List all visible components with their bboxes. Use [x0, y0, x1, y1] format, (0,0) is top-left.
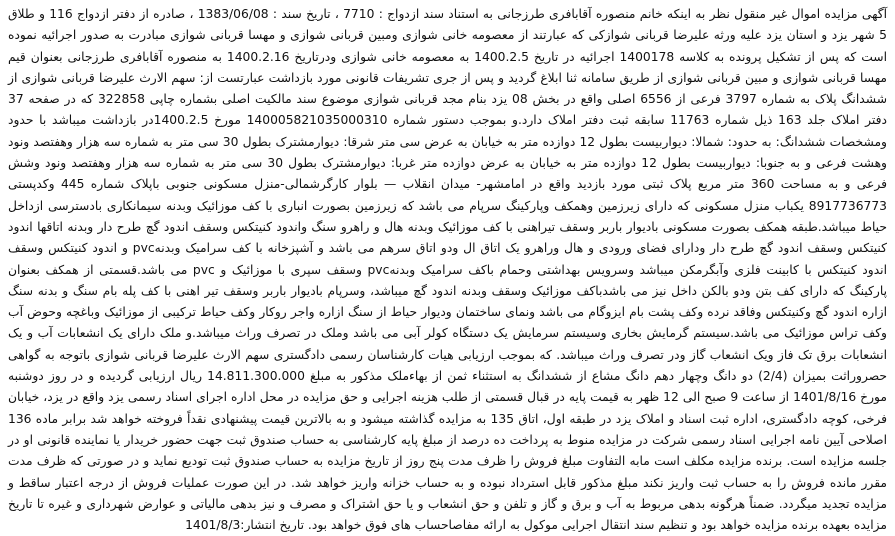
auction-notice-text: آگهی مزایده اموال غیر منقول نظر به اینکه خانم منصوره آقابافری طرزجانی به استناد سند ازدواج : 7710 ، تاریخ سند : 1383/06/08 ، صادره از دفتر ازدواج 116 و طلاق 5 شهر یزد و استان یزد علیه ورثه علیرضا قربانی شوازکی که عبارتند از معصومه خانی شوازی ومبین قربانی شوازی و مهسا قربانی شوازی مبادرت به صدور اجرائیه نموده است که پس از تشکیل پرونده به کلاسه 1400178 اجرائیه در تاریخ 1400.2.5 به معصومه خانی شوازی ودرتاریخ 1400.2.16 به منصوره آقابافری طرزجانی بعنوان قیم مهسا قربانی شوازی و مبین قربانی شوازی از طریق سامانه ثنا ابلاغ گردید و پس از جری تشریفات قانونی مورد بازداشت عبارتست از: سهم الارث علیرضا قربانی شوازی از ششدانگ پلاک به شماره 3797 فرعی از 6556 اصلی واقع در بخش 08 یزد بنام مجد قربانی شوازی موضوع سند مالکیت اصلی بشماره چاپی 322858 که در صفحه 37 دفتر املاک جلد 163 ذیل شماره 11763 سابقه ثبت دفتر املاک دارد.و بموجب دستور شماره 140005821035000310 مورخ 1400.2.5در بازداشت میباشد با حدود ومشخصات ششدانگ: به حدود: شمالا: دیواربیست بطول 12 دوازده متر به خیابان به عرض سی متر شرقا: دیوارمشترک بطول 30 سی متر به شماره سه هزار وهفتصد ونود وهشت فرعی و به جنوبا: دیواربیست بطول 12 دوازده متر به خیابان به عرض دوازده متر غربا: دیوارمشترک بطول 30 سی متر به شماره سه هزار وهفتصد ونود وشش فرعی و به مساحت 360 متر مربع پلاک ثبتی مورد بازدید واقع در امامشهر- میدان انقلاب — بلوار کارگرشمالی-منزل مسکونی جنوبی باپلاک شماره 445 وکدپستی 8917736773 یکباب منزل مسکونی که دارای زیرزمین وهمکف وپارکینگ سرپام می باشد که زیرزمین بصورت انباری با کف موزائیک وبدنه سیمانکاری بادسترسی ازداخل حیاط میباشد.طبقه همکف بصورت مسکونی بادیوار باربر وسقف تیراهنی با کف موزائیک وبدنه هال و راهرو سنگ واندود کنیتکس وسقف اندود گچ طرح دار وبدنه اتاقها اندود کنیتکس وسقف اندود گچ طرح دار ودارای فضای ورودی و هال وراهرو یک اتاق ال ودو اتاق سرهم می باشد و آشپزخانه با کف سرامیک وبدنهpvc و اندود کنیتکس وسقف اندود کنیتکس با کابینت فلزی وآبگرمکن میباشد وسرویس بهداشتی وحمام باکف سرامیک وبدنهpvc وسقف سپری با موزائیک و pvc می باشد.قسمتی از همکف بعنوان پارکینگ که دارای کف بتن ودو بالکن داخل نیز می باشدباکف موزائیک وسقف وبدنه اندود گچ میباشد، وسرپام بادیوار باربر وسقف تیر اهنی با کف پله بام سنگ و بدنه سنگ ازاره اندود گچ وکنیتکس وفاقد نرده وکف پشت بام ایزوگام می باشد ونمای ساختمان ودیوار حیاط از سنگ ازاره واجر روکار وکف حیاط ترکیبی از موزائیک وباغچه وحوض آب وکف تراس موزائیک می باشد.سیستم گرمایش بخاری وسیستم سرمایش یک دستگاه کولر آبی می باشد وملک در تصرف وراث میباشد.و ملک دارای یک انشعابات آب و یک انشعابات برق تک فاز ویک انشعاب گاز ودر تصرف وراث میباشد. که بموجب ارزیابی هیات کارشناسان رسمی دادگستری سهم الارث علیرضا قربانی شوازی باتوجه به گواهی حصروراثت بمیزان (2/4) دو دانگ وچهار دهم دانگ مشاع از ششدانگ به استثناء ثمن از بهاءملک مذکور به مبلغ 14.811.300.000 ریال ارزیابی گردیده و در روز دوشنبه مورخ 1401/8/16 از ساعت 9 صبح الی 12 ظهر به قیمت پایه در قبال قسمتی از طلب هزینه اجرایی و حق مزایده در محل اداره اجرای اسناد رسمی یزد واقع در یزد، خیابان فرخی، کوچه دادگستری، اداره ثبت اسناد و املاک یزد در طبقه اول، اتاق 135 به مزایده گذاشته میشود و به بالاترین قیمت پیشنهادی نقداً فروخته خواهد شد برابر ماده 136 اصلاحی آیین نامه اجرایی اسناد رسمی شرکت در مزایده منوط به پرداخت ده درصد از مبلغ پایه کارشناسی به حساب صندوق ثبت جهت حضور خریدار یا نماینده قانونی او در جلسه مزایده است. برنده مزایده مکلف است مابه التفاوت مبلغ فروش را ظرف مدت پنج روز از تاریخ مزایده به حساب صندوق ثبت تودیع نماید و در صورتی که ظرف مدت مقرر مانده فروش را به حساب ثبت واریز نکند مبلغ مذکور قابل استرداد نبوده و به حساب خزانه واریز خواهد شد. در این صورت عملیات فروش از درجه اعتبار ساقط و مزایده تجدید میگردد. ضمناً هرگونه بدهی مربوط به آب و برق و گاز و تلفن و حق انشعاب و یا حق اشتراک و مصرف و نیز بدهی مالیاتی و عوارض شهرداری و غیره تا تاریخ مزایده بعهده برنده مزایده خواهد بود و تنظیم سند انتقال اجرایی موکول به ارائه مفاصاحساب های فوق خواهد بود. تاریخ انتشار:1401/8/3: [8, 7, 888, 533]
